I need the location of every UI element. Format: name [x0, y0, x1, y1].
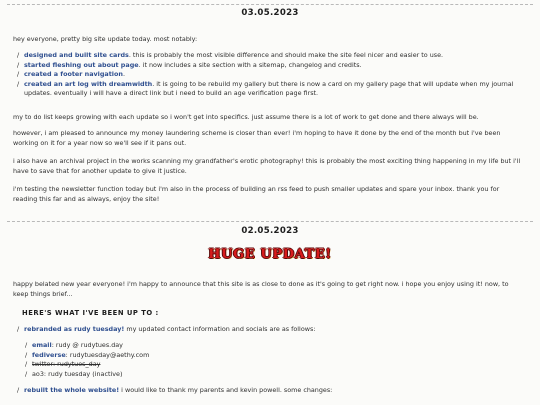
- footer-navigation-link[interactable]: created a footer navigation: [24, 70, 123, 79]
- site-cards-link[interactable]: designed and built site cards: [24, 51, 129, 59]
- post-intro: happy belated new year everyone! i'm happy to announce that this site is as close to done as it's going to get right now. i hope you enjoy using it! now, to keep things brief...: [13, 280, 509, 298]
- list-item-text: . it now includes a site section with a sitemap, changelog and credits.: [138, 60, 362, 69]
- contact-item: [25, 341, 530, 351]
- post-paragraph: my to do list keeps growing with each update so i won't get into specifics. just assume there is a lot of work to get done and there always will be.: [13, 113, 479, 121]
- list-item: [17, 61, 522, 71]
- contact-item: [25, 370, 530, 380]
- twitter-handle: twitter: rudytues_day: [32, 360, 101, 369]
- ao3-label: ao3: [32, 369, 44, 378]
- rebuilt-website-link[interactable]: rebuilt the whole website!: [24, 386, 120, 394]
- top-divider: [7, 4, 533, 5]
- update-list: [17, 51, 522, 99]
- rebranded-link[interactable]: rebranded as rudy tuesday!: [24, 325, 125, 333]
- changes-list: [17, 325, 522, 335]
- about-page-link[interactable]: started fleshing out about page: [24, 60, 139, 69]
- fediverse-link[interactable]: fediverse: [32, 350, 66, 359]
- post-divider: [7, 221, 533, 222]
- list-item-text: . this is probably the most visible difference and should make the site feel nicer and easier to use.: [128, 51, 444, 59]
- list-item-text: my updated contact information and socials are as follows:: [124, 325, 316, 333]
- contact-value: : rudy @ rudytues.day: [51, 341, 123, 349]
- banner-text: HUGE UPDATE!: [208, 247, 332, 262]
- contact-value: : rudy tuesday (inactive): [43, 369, 123, 378]
- post-date: 02.05.2023: [241, 226, 299, 236]
- list-item: [17, 325, 522, 335]
- contact-item: [25, 351, 530, 361]
- list-item-text: .: [122, 70, 125, 79]
- huge-update-banner: [0, 247, 540, 262]
- list-item: [17, 70, 522, 80]
- section-subheading: HERE'S WHAT I'VE BEEN UP TO :: [22, 309, 159, 317]
- post-intro: hey everyone, pretty big site update today. most notably:: [13, 35, 198, 43]
- post-paragraph: however, i am pleased to announce my money laundering scheme is closer than ever! i'm hoping to have it done by the end of the month but i've been working on it for a year now so we'll see if it pans out.: [13, 129, 501, 147]
- contact-item: [25, 360, 530, 370]
- changes-list: [17, 386, 522, 396]
- post-date: 03.05.2023: [241, 8, 299, 18]
- list-item: [17, 386, 522, 396]
- list-item: [17, 51, 522, 61]
- list-item: [17, 80, 522, 99]
- art-log-link[interactable]: created an art log with dreamwidth: [24, 79, 153, 88]
- contact-value: : rudytuesday@aethy.com: [65, 350, 150, 359]
- post-paragraph: i also have an archival project in the works scanning my grandfather's erotic photography! this is probably the most exciting thing happening in my life but i'll have to save that for another update to give it justice.: [13, 157, 521, 175]
- list-item-text: . it is going to be rebuild my gallery but there is now a card on my gallery page that will update when my journal updates. eventually i will have a direct link but i need to build an age verification page first.: [24, 79, 514, 98]
- post-paragraph: i'm testing the newsletter function today but i'm also in the process of building an rss feed to push smaller updates and spare your inbox. thank you for reading this far and as always, enjoy the site!: [13, 185, 500, 203]
- email-link[interactable]: email: [32, 341, 52, 349]
- contact-list: [25, 341, 530, 379]
- list-item-text: i would like to thank my parents and kevin powell. some changes:: [119, 386, 333, 394]
